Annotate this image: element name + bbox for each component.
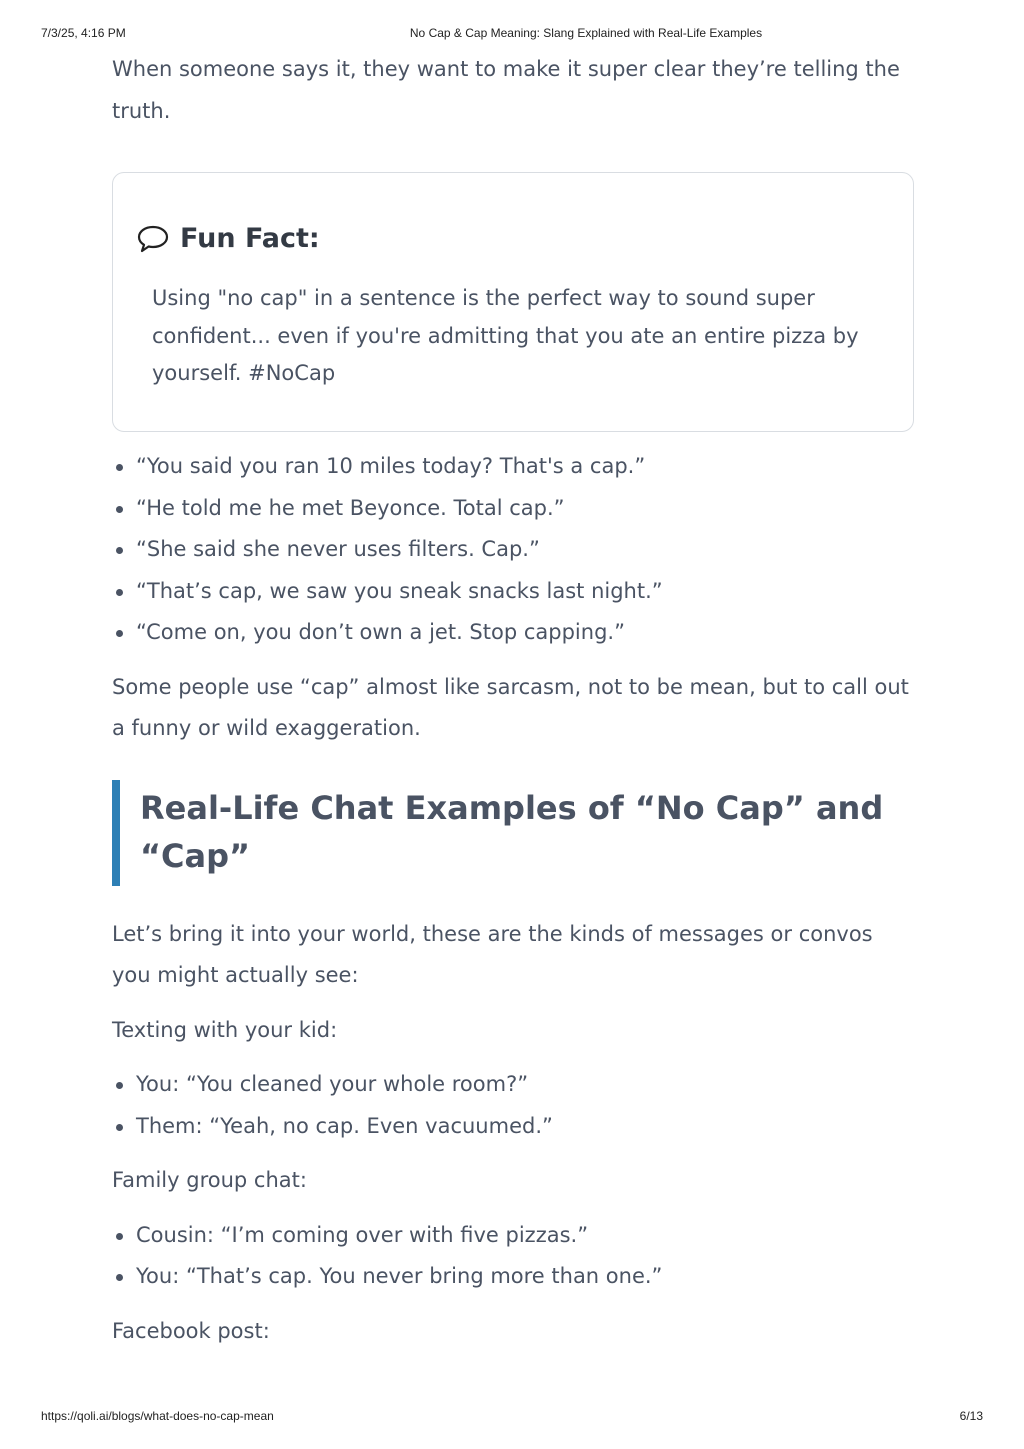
- fun-fact-card: [112, 172, 914, 432]
- list-item: “He told me he met Beyonce. Total cap.”: [136, 488, 914, 530]
- list-item: “She said she never uses filters. Cap.”: [136, 529, 914, 571]
- list-item: Them: “Yeah, no cap. Even vacuumed.”: [136, 1106, 914, 1148]
- list-item: You: “You cleaned your whole room?”: [136, 1064, 914, 1106]
- print-page-title: No Cap & Cap Meaning: Slang Explained with Real-Life Examples: [409, 26, 763, 40]
- sarcasm-paragraph: Some people use “cap” almost like sarcasm, not to be mean, but to call out a funny or wild exaggeration.: [112, 674, 909, 740]
- list-item: “Come on, you don’t own a jet. Stop capping.”: [136, 612, 914, 654]
- list-item: “You said you ran 10 miles today? That's a cap.”: [136, 446, 914, 488]
- section-title: Real-Life Chat Examples of “No Cap” and “Cap”: [140, 788, 884, 875]
- print-header: [0, 26, 1024, 42]
- family-chat-list: [112, 1215, 914, 1298]
- list-item: “That’s cap, we saw you sneak snacks last night.”: [136, 571, 914, 613]
- chat-label-family: Family group chat:: [112, 1168, 307, 1192]
- speech-bubble-icon: [137, 223, 169, 255]
- article-content: [112, 49, 914, 1352]
- fun-fact-body: Using "no cap" in a sentence is the perfect way to sound super confident... even if you're admitting that you ate an entire pizza by yourself. #NoCap: [152, 286, 859, 385]
- facebook-label: Facebook post:: [112, 1318, 270, 1343]
- fun-fact-heading: Fun Fact:: [180, 223, 320, 254]
- print-footer: [0, 1409, 1024, 1425]
- list-item: You: “That’s cap. You never bring more than one.”: [136, 1256, 914, 1298]
- print-date: 7/3/25, 4:16 PM: [41, 26, 126, 40]
- chat-label-kid: Texting with your kid:: [112, 1017, 338, 1042]
- kid-chat-list: [112, 1064, 914, 1147]
- section-intro-paragraph: Let’s bring it into your world, these are the kinds of messages or convos you might actually see:: [112, 921, 873, 987]
- cap-examples-list: [112, 446, 914, 654]
- print-page-number: 6/13: [959, 1409, 983, 1423]
- fun-fact-title: [137, 223, 320, 255]
- section-heading: [112, 780, 914, 886]
- print-url: https://qoli.ai/blogs/what-does-no-cap-mean: [41, 1409, 274, 1423]
- list-item: Cousin: “I’m coming over with five pizzas.”: [136, 1215, 914, 1257]
- intro-paragraph: When someone says it, they want to make it super clear they’re telling the truth.: [112, 57, 900, 123]
